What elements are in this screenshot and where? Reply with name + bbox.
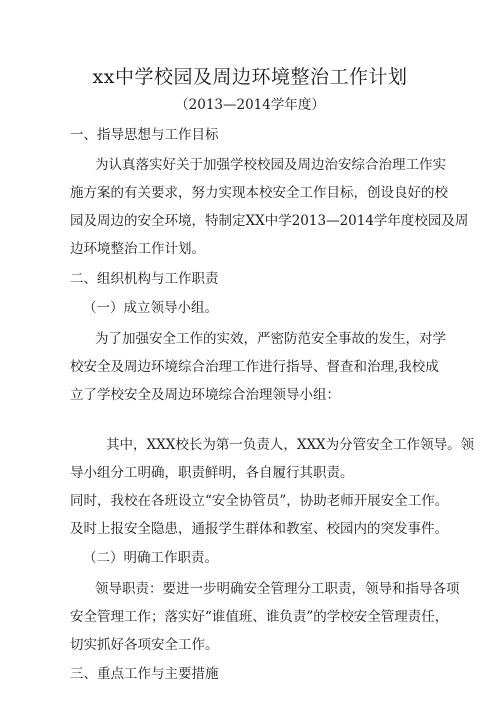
section-heading-1: 一、指导思想与工作目标	[70, 127, 219, 143]
paragraph-line: 安全管理工作；落实好“谁值班、谁负责”的学校安全管理责任，	[70, 609, 449, 625]
paragraph-line: 领导职责：要进一步明确安全管理分工职责，领导和指导各项	[95, 581, 460, 597]
paragraph-line: 切实抓好各项安全工作。	[70, 637, 219, 653]
section-heading-2: 二、组织机构与工作职责	[70, 271, 219, 287]
paragraph-line: 及时上报安全隐患，通报学生群体和教室、校园内的突发事件。	[70, 521, 448, 537]
document-subtitle: （2013—2014学年度）	[175, 97, 325, 113]
paragraph-line: 立了学校安全及周边环境综合治理领导小组：	[70, 387, 340, 403]
section-heading-3: 三、重点工作与主要措施	[70, 666, 219, 682]
subsection-heading: （二）明确工作职责。	[83, 550, 218, 566]
paragraph-line: 为了加强安全工作的实效，严密防范安全事故的发生，对学	[95, 331, 446, 347]
paragraph-line: 施方案的有关要求，努力实现本校安全工作目标，创设良好的校	[70, 185, 448, 201]
paragraph-line: 边环境整治工作计划。	[70, 241, 205, 257]
paragraph-line: 导小组分工明确，职责鲜明，各自履行其职责。	[70, 465, 354, 481]
subsection-heading: （一）成立领导小组。	[83, 300, 218, 316]
document-title: xx中学校园及周边环境整治工作计划	[92, 66, 408, 88]
paragraph-line: 同时，我校在各班设立“安全协管员”，协助老师开展安全工作。	[70, 493, 449, 509]
paragraph-line: 其中，XXX校长为第一负责人，XXX为分管安全工作领导。领	[106, 437, 475, 453]
paragraph-line: 校安全及周边环境综合治理工作进行指导、督查和治理,我校成	[70, 359, 439, 375]
paragraph-line: 园及周边的安全环境，特制定XX中学2013—2014学年度校园及周	[70, 213, 469, 229]
paragraph-line: 为认真落实好关于加强学校校园及周边治安综合治理工作实	[95, 157, 446, 173]
